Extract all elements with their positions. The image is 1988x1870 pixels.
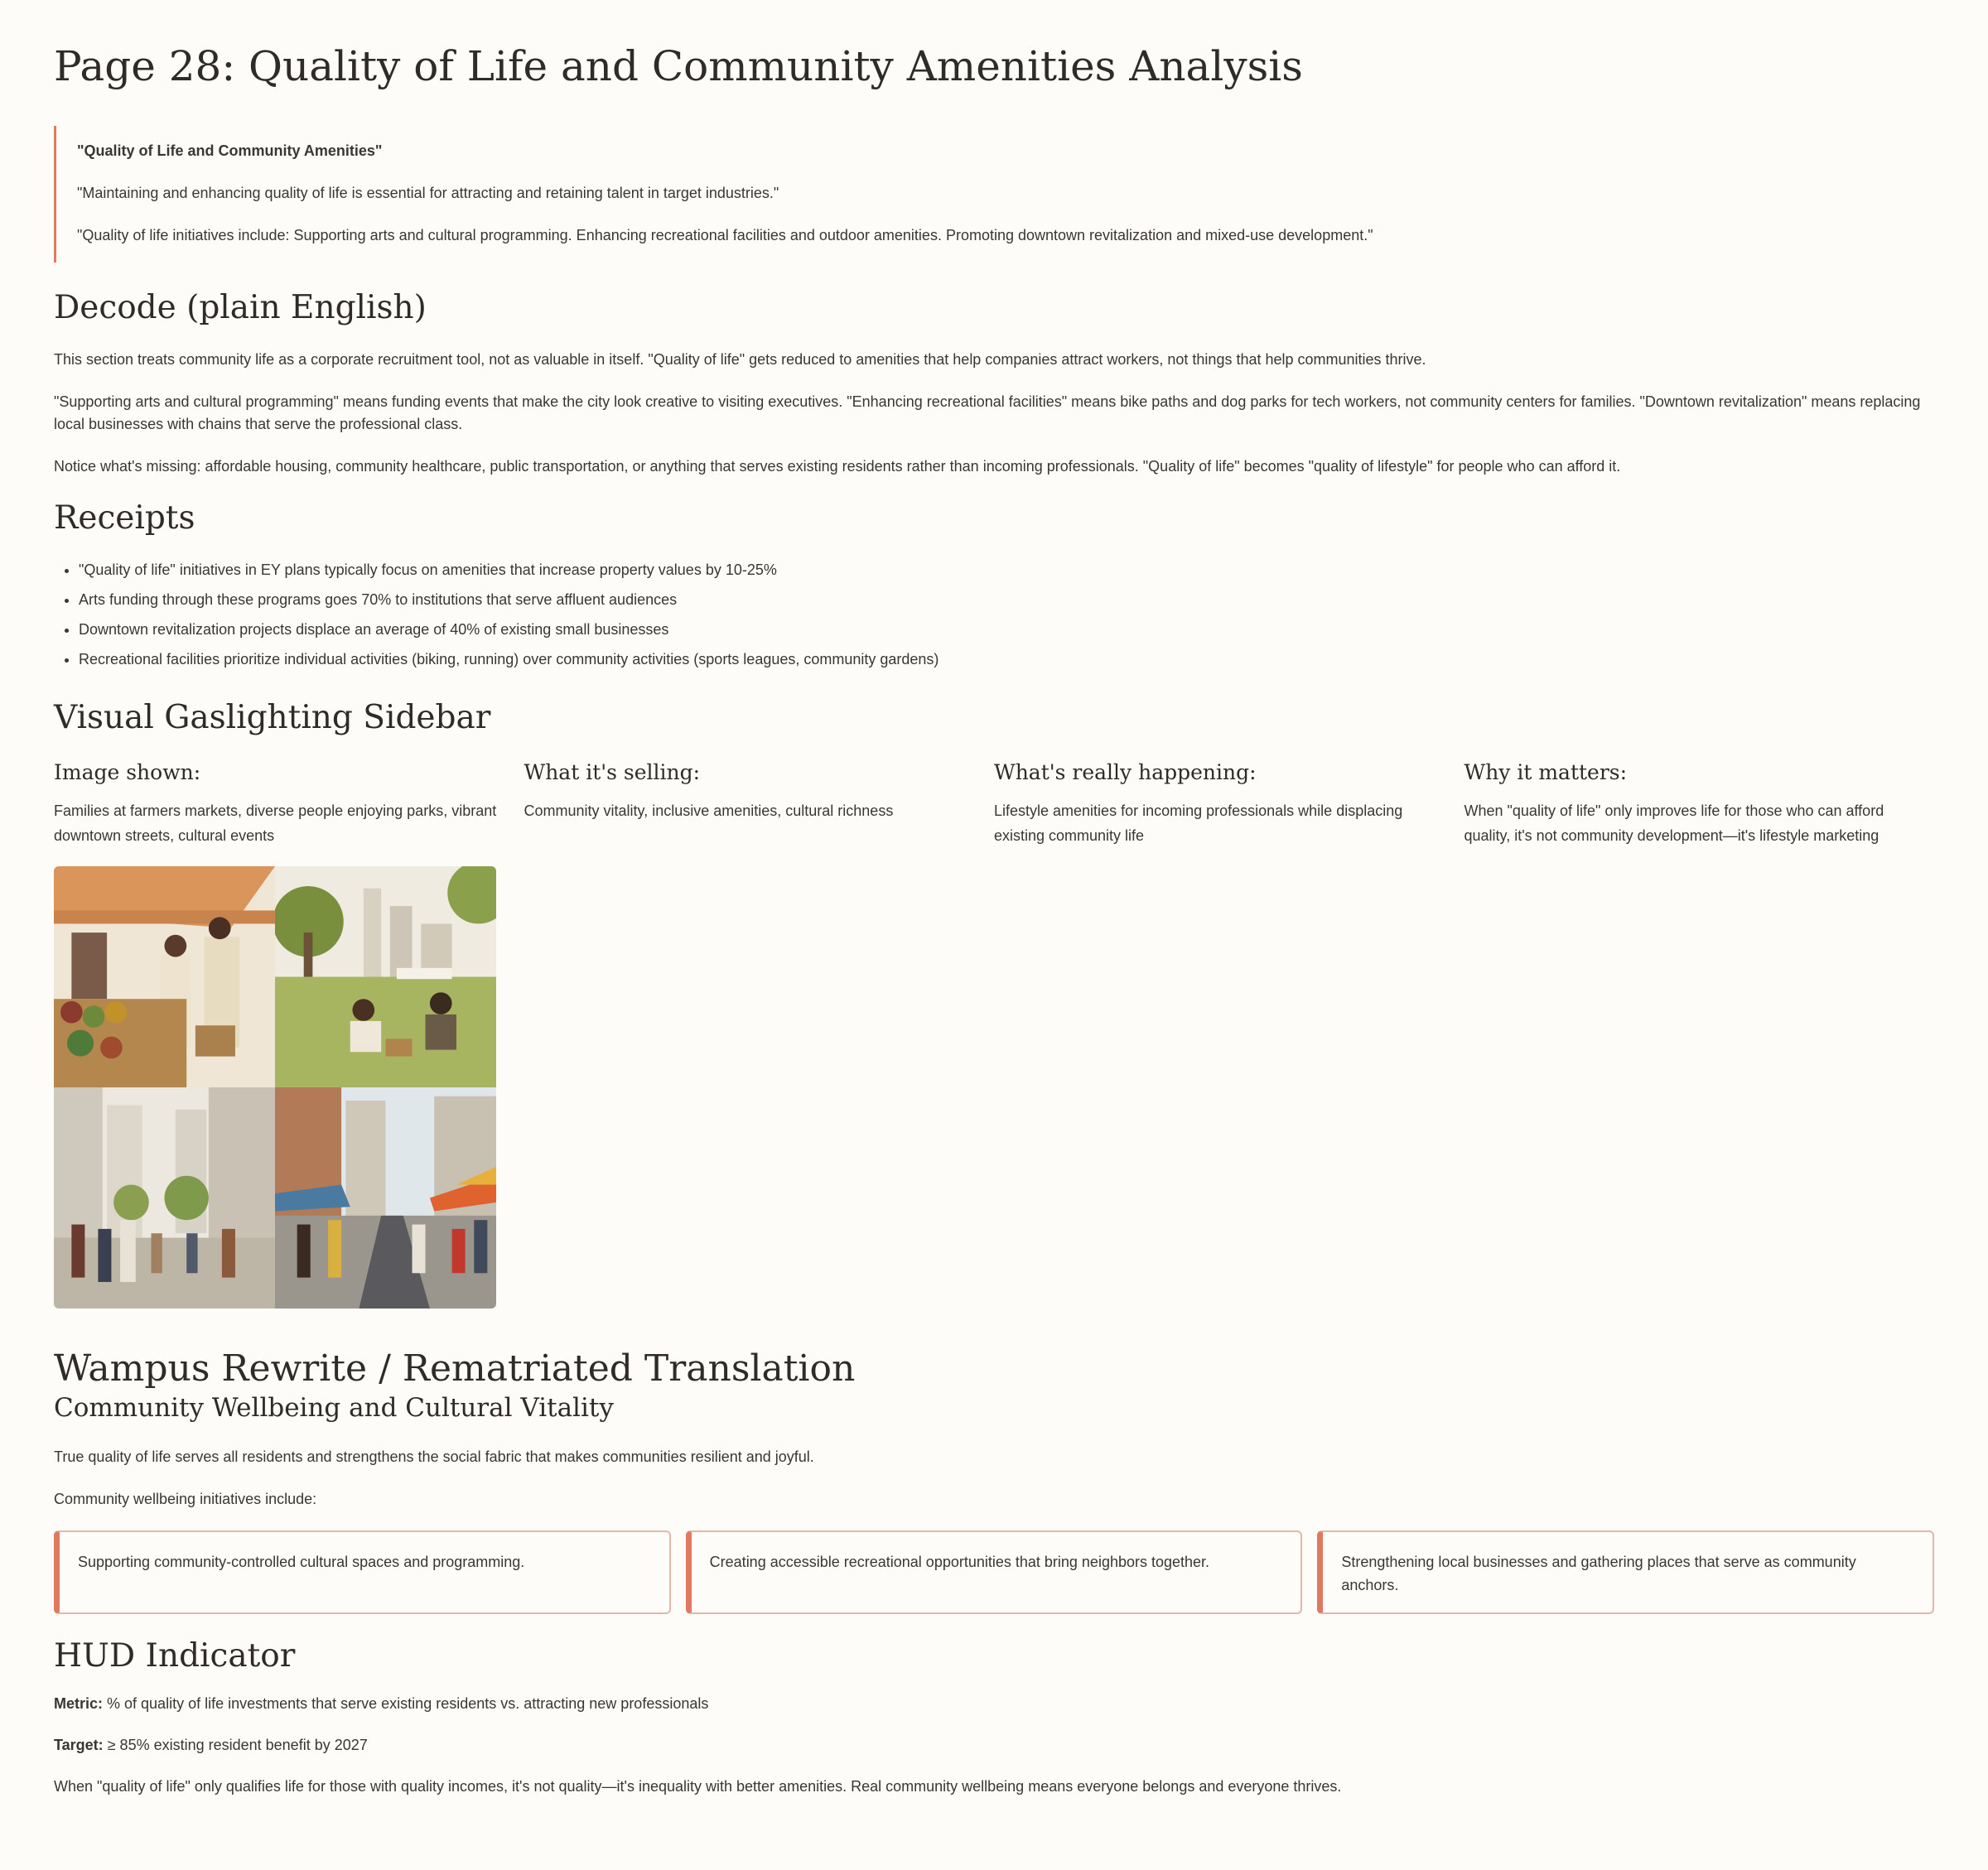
- collage-image: [54, 866, 496, 1309]
- hud-target: [54, 1735, 1934, 1756]
- column-text: Lifestyle amenities for incoming professionals while displacing existing community life: [994, 802, 1403, 844]
- quote-title: "Quality of Life and Community Amenities": [77, 142, 383, 159]
- initiative-cards: [54, 1530, 1934, 1614]
- sidebar-column: [994, 759, 1464, 1309]
- list-item: • Arts funding through these programs goes 70% to institutions that serve affluent audiences: [79, 589, 1934, 611]
- quote-line: "Quality of life initiatives include: Supporting arts and cultural programming. Enhancing recreational facilities and outdoor amenities. Promoting downtown revitalization and mixed-use development.": [77, 227, 1373, 243]
- list-item: • Recreational facilities prioritize individual activities (biking, running) over community activities (sports leagues, community gardens): [79, 648, 1934, 671]
- quote-line: "Maintaining and enhancing quality of life is essential for attracting and retaining talent in target industries.": [77, 185, 779, 201]
- target-label: Target:: [54, 1737, 104, 1753]
- street-festival-image: [275, 1087, 496, 1309]
- initiative-card: Supporting community-controlled cultural spaces and programming.: [54, 1530, 671, 1614]
- hud-indicator: [54, 1636, 1934, 1797]
- metric-text: % of quality of life investments that serve existing residents vs. attracting new professionals: [103, 1695, 709, 1712]
- downtown-street-image: [54, 1087, 275, 1309]
- rewrite-subheading: Community Wellbeing and Cultural Vitality: [54, 1393, 614, 1423]
- initiative-card: Creating accessible recreational opportunities that bring neighbors together.: [686, 1530, 1303, 1614]
- list-item: • "Quality of life" initiatives in EY plans typically focus on amenities that increase property values by 10-25%: [79, 559, 1934, 581]
- sidebar-heading: Visual Gaslighting Sidebar: [54, 699, 491, 736]
- decode-paragraph: "Supporting arts and cultural programming" means funding events that make the city look creative to visiting executives. "Enhancing recreational facilities" means bike paths and dog parks for tech workers, not community centers for families. "Downtown revitalization" means replacing local businesses with chains that serve the professional class.: [54, 393, 1921, 432]
- hud-closing: When "quality of life" only qualifies life for those with quality incomes, it's not quality—it's inequality with better amenities. Real community wellbeing means everyone belongs and everyone thrives.: [54, 1778, 1342, 1795]
- sidebar-column: [524, 759, 995, 1309]
- park-image: [275, 866, 496, 1087]
- metric-label: Metric:: [54, 1695, 104, 1712]
- initiative-card: Strengthening local businesses and gathering places that serve as community anchors.: [1317, 1530, 1934, 1614]
- receipts-list: [54, 559, 1934, 671]
- sidebar-column: [1464, 759, 1935, 1309]
- sidebar-grid: [54, 759, 1934, 1309]
- decode-paragraph: This section treats community life as a corporate recruitment tool, not as valuable in itself. "Quality of life" gets reduced to amenities that help companies attract workers, not things that help communities thrive.: [54, 351, 1426, 368]
- decode-paragraph: Notice what's missing: affordable housing, community healthcare, public transportation, or anything that serves existing residents rather than incoming professionals. "Quality of life" becomes "quality of lifestyle" for people who can afford it.: [54, 458, 1621, 475]
- rewrite-paragraph: True quality of life serves all residents and strengthens the social fabric that makes communities resilient and joyful.: [54, 1448, 814, 1465]
- column-title: What it's selling:: [524, 760, 701, 784]
- rewrite-paragraph: Community wellbeing initiatives include:: [54, 1491, 317, 1507]
- source-quote: [54, 126, 1934, 263]
- farmers-market-image: [54, 866, 275, 1087]
- sidebar-column: [54, 759, 524, 1309]
- receipts-heading: Receipts: [54, 499, 195, 537]
- column-text: When "quality of life" only improves life for those who can afford quality, it's not community development—it's lifestyle marketing: [1464, 802, 1884, 844]
- hud-metric: [54, 1694, 1934, 1714]
- column-title: What's really happening:: [994, 760, 1257, 784]
- column-text: Families at farmers markets, diverse people enjoying parks, vibrant downtown streets, cultural events: [54, 802, 497, 844]
- hud-heading: HUD Indicator: [54, 1637, 296, 1675]
- column-title: Image shown:: [54, 760, 201, 784]
- decode-heading: Decode (plain English): [54, 289, 427, 326]
- column-title: Why it matters:: [1464, 760, 1628, 784]
- page-title: Page 28: Quality of Life and Community Amenities Analysis: [54, 42, 1303, 90]
- list-item: • Downtown revitalization projects displace an average of 40% of existing small businesses: [79, 619, 1934, 641]
- target-text: ≥ 85% existing resident benefit by 2027: [103, 1737, 368, 1753]
- column-text: Community vitality, inclusive amenities, cultural richness: [524, 802, 894, 819]
- rewrite-heading: Wampus Rewrite / Rematriated Translation: [54, 1347, 856, 1390]
